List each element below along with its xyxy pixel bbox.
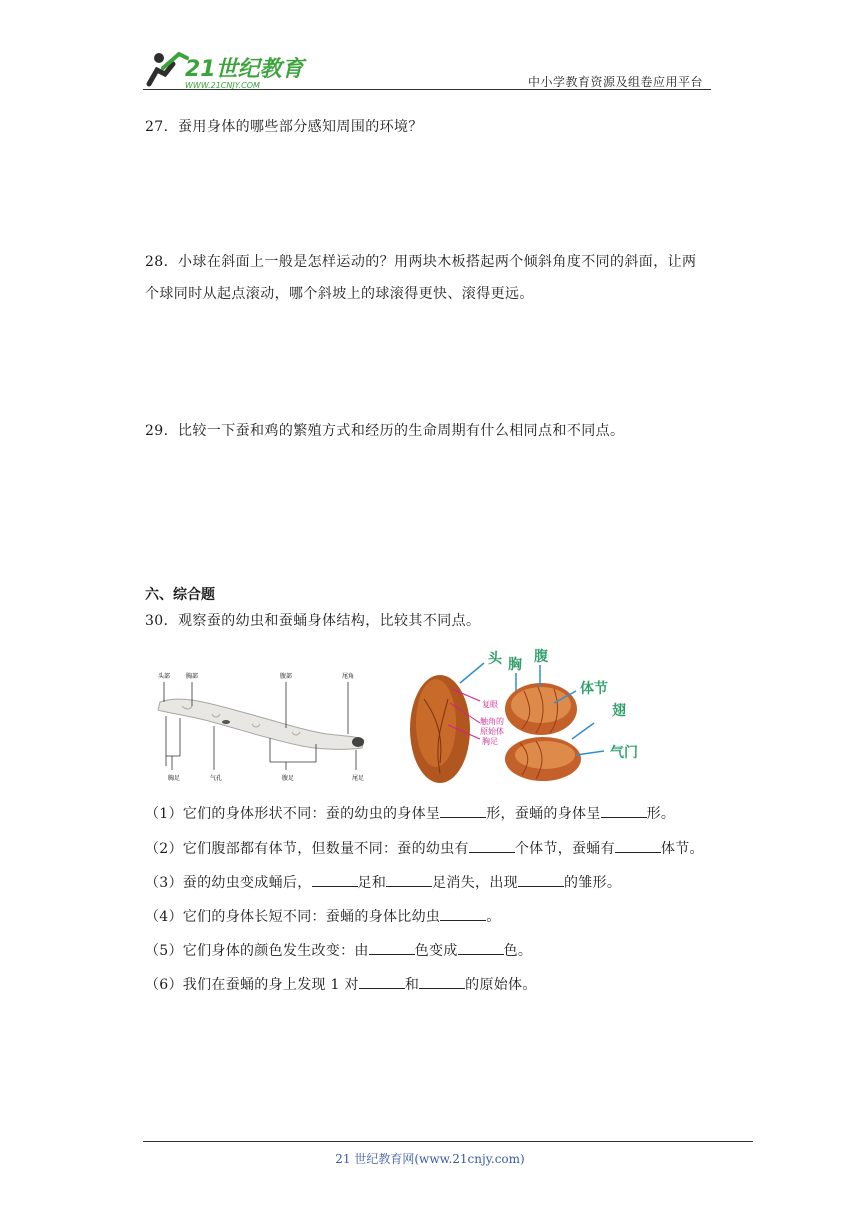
label-pupa-belly: 腹: [534, 649, 548, 665]
question-28-line1: 28．小球在斜面上一般是怎样运动的？用两块木板搭起两个倾斜角度不同的斜面，让两: [145, 254, 697, 270]
answer-blank[interactable]: [615, 838, 661, 853]
answer-blank[interactable]: [312, 872, 358, 887]
answer-blank[interactable]: [419, 974, 465, 989]
site-logo: [143, 44, 313, 92]
footer-link[interactable]: 21 世纪教育网(www.21cnjy.com): [335, 1152, 525, 1166]
label-pupa-wing: 翅: [612, 703, 626, 719]
question-28-line2: 个球同时从起点滚动，哪个斜坡上的球滚得更快、滚得更远。: [145, 286, 534, 302]
answer-blank[interactable]: [359, 974, 405, 989]
question-30: 30．观察蚕的幼虫和蚕蛹身体结构，比较其不同点。: [145, 613, 481, 629]
question-29: 29．比较一下蚕和鸡的繁殖方式和经历的生命周期有什么相同点和不同点。: [145, 423, 625, 439]
question-27: 27．蚕用身体的哪些部分感知周围的环境？: [145, 119, 423, 135]
runner-icon: [149, 53, 187, 84]
logo-url: WWW.21CNJY.COM: [185, 81, 260, 90]
answer-blank[interactable]: [440, 803, 486, 818]
sub-question-2: （2）它们腹部都有体节，但数量不同：蚕的幼虫有 个体节，蚕蛹有 体节。: [145, 838, 704, 858]
label-tail-horn: 尾角: [342, 673, 355, 680]
answer-blank[interactable]: [518, 872, 564, 887]
platform-name: 中小学教育资源及组卷应用平台: [528, 75, 704, 89]
label-tail-leg: 尾足: [352, 775, 365, 782]
footer-divider: [143, 1141, 753, 1142]
label-chest-leg: 胸足: [482, 737, 498, 746]
label-spiracle: 气孔: [210, 775, 223, 782]
label-head: 头部: [158, 673, 171, 680]
sub-question-5: （5）它们身体的颜色发生改变：由 色变成 色。: [145, 940, 532, 960]
header-divider: [143, 89, 711, 90]
sub-question-3: （3）蚕的幼虫变成蛹后， 足和 足消失，出现 的雏形。: [145, 872, 621, 892]
sub-question-6: （6）我们在蚕蛹的身上发现 1 对 和 的原始体。: [145, 974, 537, 994]
larva-figure: [152, 670, 374, 792]
answer-blank[interactable]: [469, 838, 515, 853]
answer-blank[interactable]: [386, 872, 432, 887]
answer-blank[interactable]: [440, 906, 486, 921]
label-compound-eye: 复眼: [482, 700, 498, 709]
label-antenna-line1: 触角的: [480, 717, 504, 726]
section-title: 六、综合题: [145, 587, 215, 603]
label-pupa-segment: 体节: [580, 681, 608, 697]
answer-blank[interactable]: [601, 803, 647, 818]
logo-text: 21世纪教育: [185, 57, 304, 82]
sub-question-1: （1）它们的身体形状不同：蚕的幼虫的身体呈 形，蚕蛹的身体呈 形。: [145, 803, 675, 823]
pupa-figure: [404, 643, 650, 785]
label-abdominal-leg: 腹足: [282, 775, 295, 782]
label-thorax: 胸部: [186, 673, 199, 680]
sub-question-4: （4）它们的身体长短不同：蚕蛹的身体比幼虫 。: [145, 906, 501, 926]
label-pupa-spiracle: 气门: [610, 745, 638, 761]
label-pupa-head: 头: [488, 651, 502, 667]
answer-blank[interactable]: [458, 940, 504, 955]
label-pupa-chest: 胸: [508, 657, 522, 673]
answer-blank[interactable]: [369, 940, 415, 955]
label-abdomen: 腹部: [280, 673, 293, 680]
label-antenna-line2: 原始体: [480, 727, 504, 736]
label-thoracic-leg: 胸足: [168, 775, 181, 782]
